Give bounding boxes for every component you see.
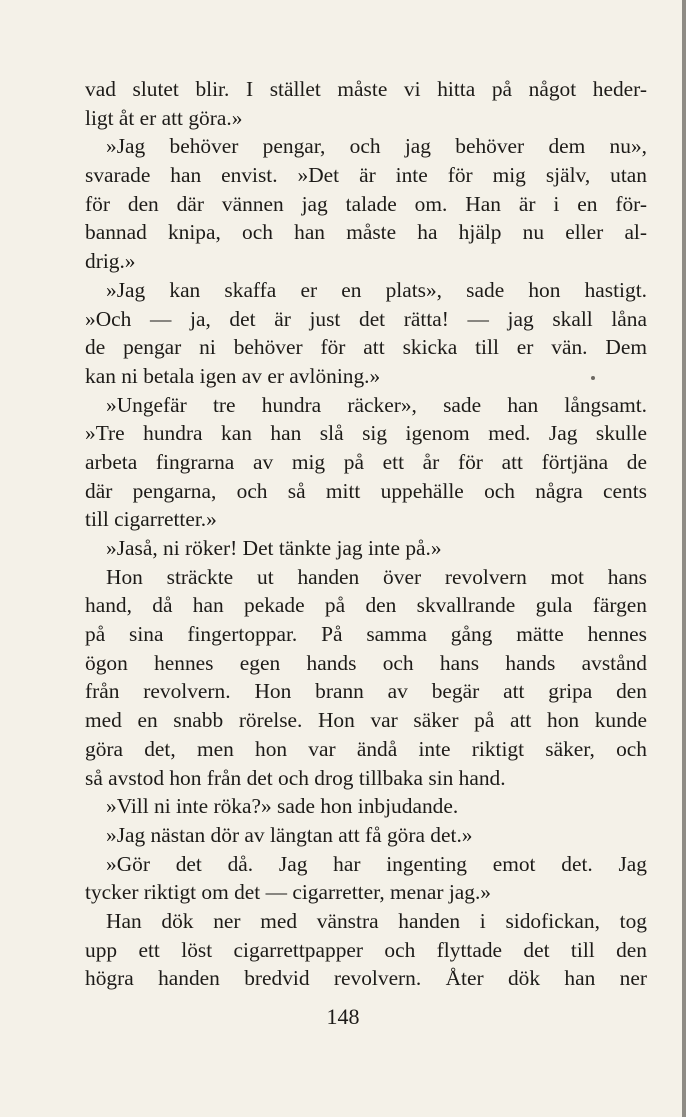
text-line: »Jaså, ni röker! Det tänkte jag inte på.» [106,536,442,560]
text-line: upp ett löst cigarrettpapper och flyttade det till den [85,937,647,962]
text-line: »Jag nästan dör av längtan att få göra det.» [106,822,473,847]
text-line: ögon hennes egen hands och hans hands avstånd [85,650,647,675]
text-line: för den där vännen jag talade om. Han är i en för- [85,191,647,216]
body-text [85,75,647,993]
text-line: »Jag kan skaffa er en plats», sade hon hastigt. [106,277,647,302]
text-line: tycker riktigt om det — cigarretter, menar jag.» [85,880,492,905]
text-line: bannad knipa, och han måste ha hjälp nu eller al- [85,220,647,245]
text-line: ligt åt er att göra.» [85,105,243,130]
text-line: där pengarna, och så mitt uppehälle och några cents [85,478,647,503]
text-line: »Jag behöver pengar, och jag behöver dem nu», [106,134,647,159]
text-line: »Och — ja, det är just det rätta! — jag skall låna [85,306,647,331]
text-line: vad slutet blir. I stället måste vi hitta på något heder- [85,77,647,101]
text-line: arbeta fingrarna av mig på ett år för att förtjäna de [85,449,647,474]
text-line: »Ungefär tre hundra räcker», sade han långsamt. [106,392,647,417]
text-line: »Gör det då. Jag har ingenting emot det. Jag [106,851,647,876]
page-number: 148 [326,1004,360,1029]
text-line: svarade han envist. »Det är inte för mig själv, utan [85,163,647,188]
text-line: på sina fingertoppar. På samma gång mätte hennes [85,622,647,647]
text-line: hand, då han pekade på den skvallrande gula färgen [85,593,647,618]
text-line: så avstod hon från det och drog tillbaka sin hand. [85,765,506,790]
page-edge-shadow [682,0,686,1117]
text-line: högra handen bredvid revolvern. Åter dök han ner [85,966,647,991]
paper-speck [591,376,595,380]
text-line: från revolvern. Hon brann av begär att gripa den [85,679,647,704]
text-line: Han dök ner med vänstra handen i sidofickan, tog [106,908,647,933]
text-line: kan ni betala igen av er avlöning.» [85,363,381,388]
text-line: drig.» [85,249,136,274]
text-line: »Tre hundra kan han slå sig igenom med. Jag skulle [85,421,647,446]
text-line: »Vill ni inte röka?» sade hon inbjudande. [106,794,459,819]
text-line: de pengar ni behöver för att skicka till er vän. Dem [85,335,647,360]
text-line: med en snabb rörelse. Hon var säker på att hon kunde [85,708,647,733]
text-line: Hon sträckte ut handen över revolvern mot hans [106,564,647,589]
text-line: göra det, men hon var ändå inte riktigt säker, och [85,736,647,761]
text-line: till cigarretter.» [85,507,217,532]
